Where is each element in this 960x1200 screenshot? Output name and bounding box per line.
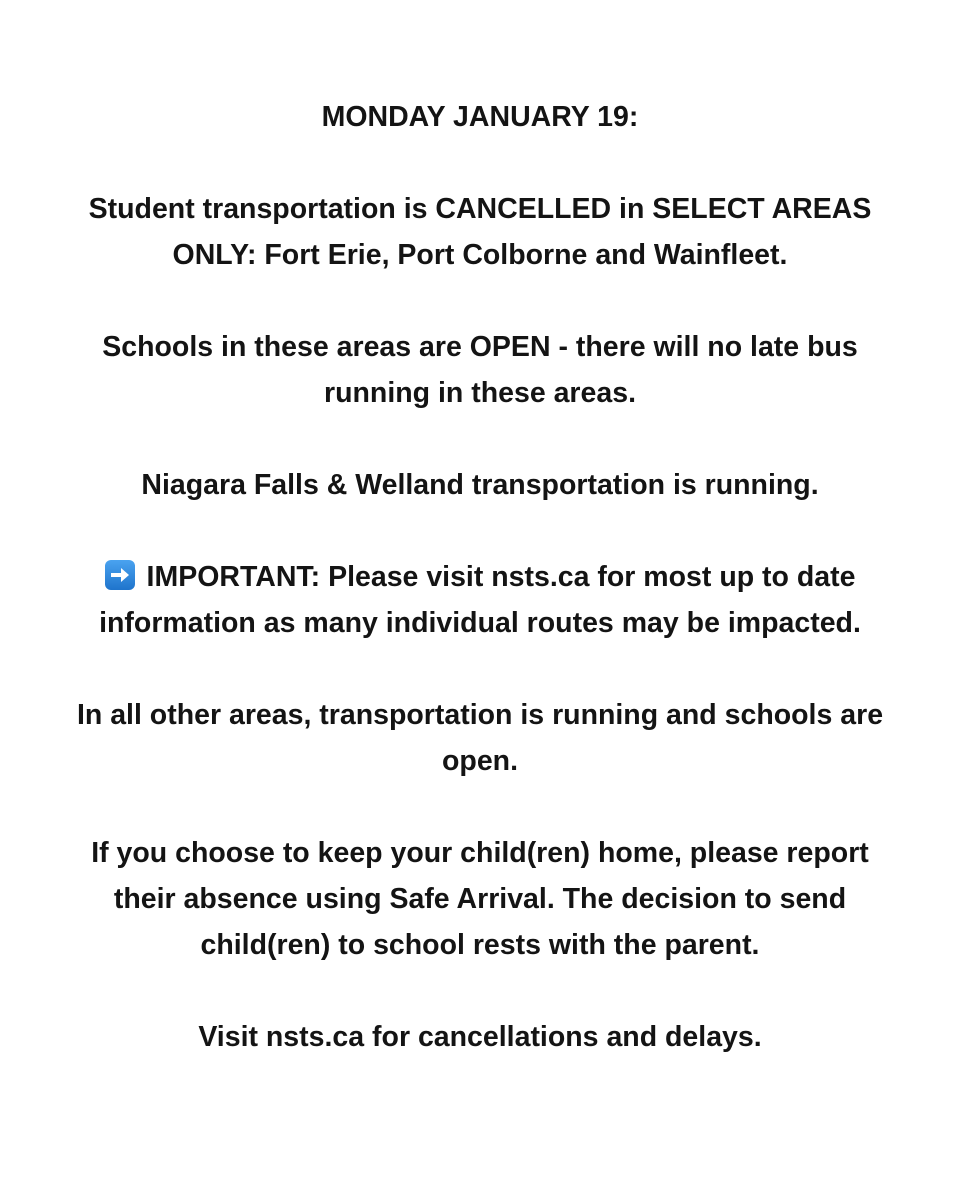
right-arrow-icon <box>105 560 135 590</box>
other-areas-paragraph: In all other areas, transportation is running and schools are open. <box>76 699 884 777</box>
important-text: IMPORTANT: Please visit nsts.ca for most up to date information as many individual routes may be impacted. <box>99 561 861 639</box>
cancellation-paragraph: Student transportation is CANCELLED in SELECT AREAS ONLY: Fort Erie, Port Colborne and Wainfleet. <box>88 193 872 271</box>
notice-body <box>60 94 900 1060</box>
safe-arrival-paragraph: If you choose to keep your child(ren) home, please report their absence using Safe Arrival. The decision to send child(ren) to school rests with the parent. <box>91 837 869 961</box>
running-areas-paragraph: Niagara Falls & Welland transportation is running. <box>141 469 819 501</box>
visit-site-paragraph: Visit nsts.ca for cancellations and delays. <box>198 1021 762 1053</box>
schools-open-paragraph: Schools in these areas are OPEN - there will no late bus running in these areas. <box>102 331 858 409</box>
important-paragraph <box>60 554 900 646</box>
notice-heading: MONDAY JANUARY 19: <box>321 101 639 133</box>
